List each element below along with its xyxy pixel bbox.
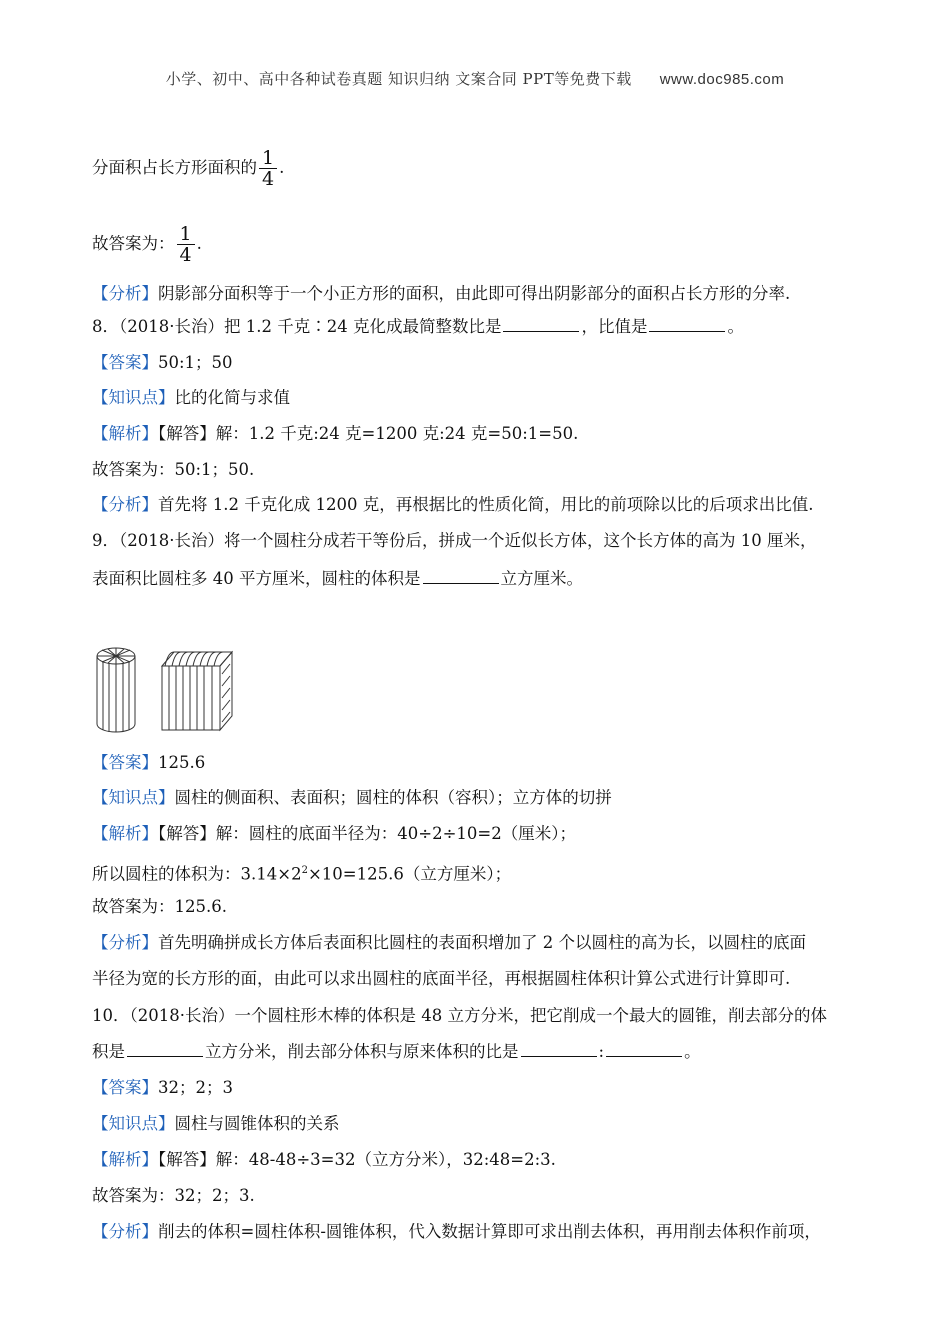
q9-question-line2: 表面积比圆柱多 40 平方厘米，圆柱的体积是 立方厘米。: [92, 569, 583, 588]
fraction: $\frac{1}{4}$: [177, 224, 195, 265]
q9-analysis-line2: 半径为宽的长方形的面，由此可以求出圆柱的底面半径，再根据圆柱体积计算公式进行计算即可.: [92, 969, 791, 988]
cylinder-cuboid-figure: [92, 644, 242, 734]
header-site[interactable]: www.doc985.com: [659, 71, 785, 88]
fraction: $\frac{1}{4}$: [259, 148, 277, 189]
q8-final: 故答案为：50:1；50.: [92, 460, 255, 479]
q10-answer: 【答案】32；2；3: [92, 1078, 233, 1097]
header-text: 小学、初中、高中各种试卷真题 知识归纳 文案合同 PPT等免费下载: [165, 70, 632, 88]
q10-question-line1: 10．（2018·长治）一个圆柱形木棒的体积是 48 立方分米，把它削成一个最大的圆锥，削去部分的体: [92, 1006, 827, 1025]
q8-question: 8．（2018·长治）把 1.2 千克∶24 克化成最简整数比是 ，比值是 。: [92, 317, 744, 336]
q9-knowledge: 【知识点】圆柱的侧面积、表面积；圆柱的体积（容积）；立方体的切拼: [92, 788, 612, 807]
q9-final: 故答案为：125.6.: [92, 897, 227, 916]
q8-knowledge: 【知识点】比的化简与求值: [92, 388, 290, 407]
q9-question-line1: 9．（2018·长治）将一个圆柱分成若干等份后，拼成一个近似长方体，这个长方体的高为 10 厘米，: [92, 531, 817, 550]
answer-blank: [423, 569, 499, 584]
answer-blank: [606, 1042, 682, 1057]
prev-answer: 故答案为： $\frac{1}{4}$ .: [92, 223, 202, 266]
answer-blank: [649, 317, 725, 332]
answer-blank: [521, 1042, 597, 1057]
q10-knowledge: 【知识点】圆柱与圆锥体积的关系: [92, 1114, 340, 1133]
q9-analysis-line1: 【分析】首先明确拼成长方体后表面积比圆柱的表面积增加了 2 个以圆柱的高为长，以圆柱的底面: [92, 933, 806, 952]
q10-final: 故答案为：32；2；3.: [92, 1186, 255, 1205]
page-header: [0, 68, 950, 89]
q9-solution: 【解析】【解答】解：圆柱的底面半径为：40÷2÷10=2（厘米）；: [92, 824, 576, 843]
q10-analysis: 【分析】削去的体积=圆柱体积-圆锥体积，代入数据计算即可求出削去体积，再用削去体积作前项，: [92, 1222, 821, 1241]
answer-blank: [503, 317, 579, 332]
prev-analysis: 【分析】阴影部分面积等于一个小正方形的面积，由此即可得出阴影部分的面积占长方形的分率.: [92, 284, 791, 303]
q9-answer: 【答案】125.6: [92, 753, 206, 772]
q9-solution-line2: 所以圆柱的体积为：$3.14\times 2^2\times 10=125.6$（立方厘米）；: [92, 864, 512, 884]
q8-analysis: 【分析】首先将 1.2 千克化成 1200 克，再根据比的性质化简，用比的前项除以比的后项求出比值.: [92, 495, 814, 514]
answer-blank: [127, 1042, 203, 1057]
q10-question-line2: 积是 立方分米，削去部分体积与原来体积的比是 : 。: [92, 1042, 701, 1061]
prev-line1: 分面积占长方形面积的 $\frac{1}{4}$ .: [92, 147, 285, 190]
q10-solution: 【解析】【解答】解：48-48÷3=32（立方分米），32:48=2:3.: [92, 1150, 556, 1169]
q8-solution: 【解析】【解答】解：1.2 千克:24 克=1200 克:24 克=50:1=50.: [92, 424, 579, 443]
q8-answer: 【答案】50:1；50: [92, 353, 233, 372]
